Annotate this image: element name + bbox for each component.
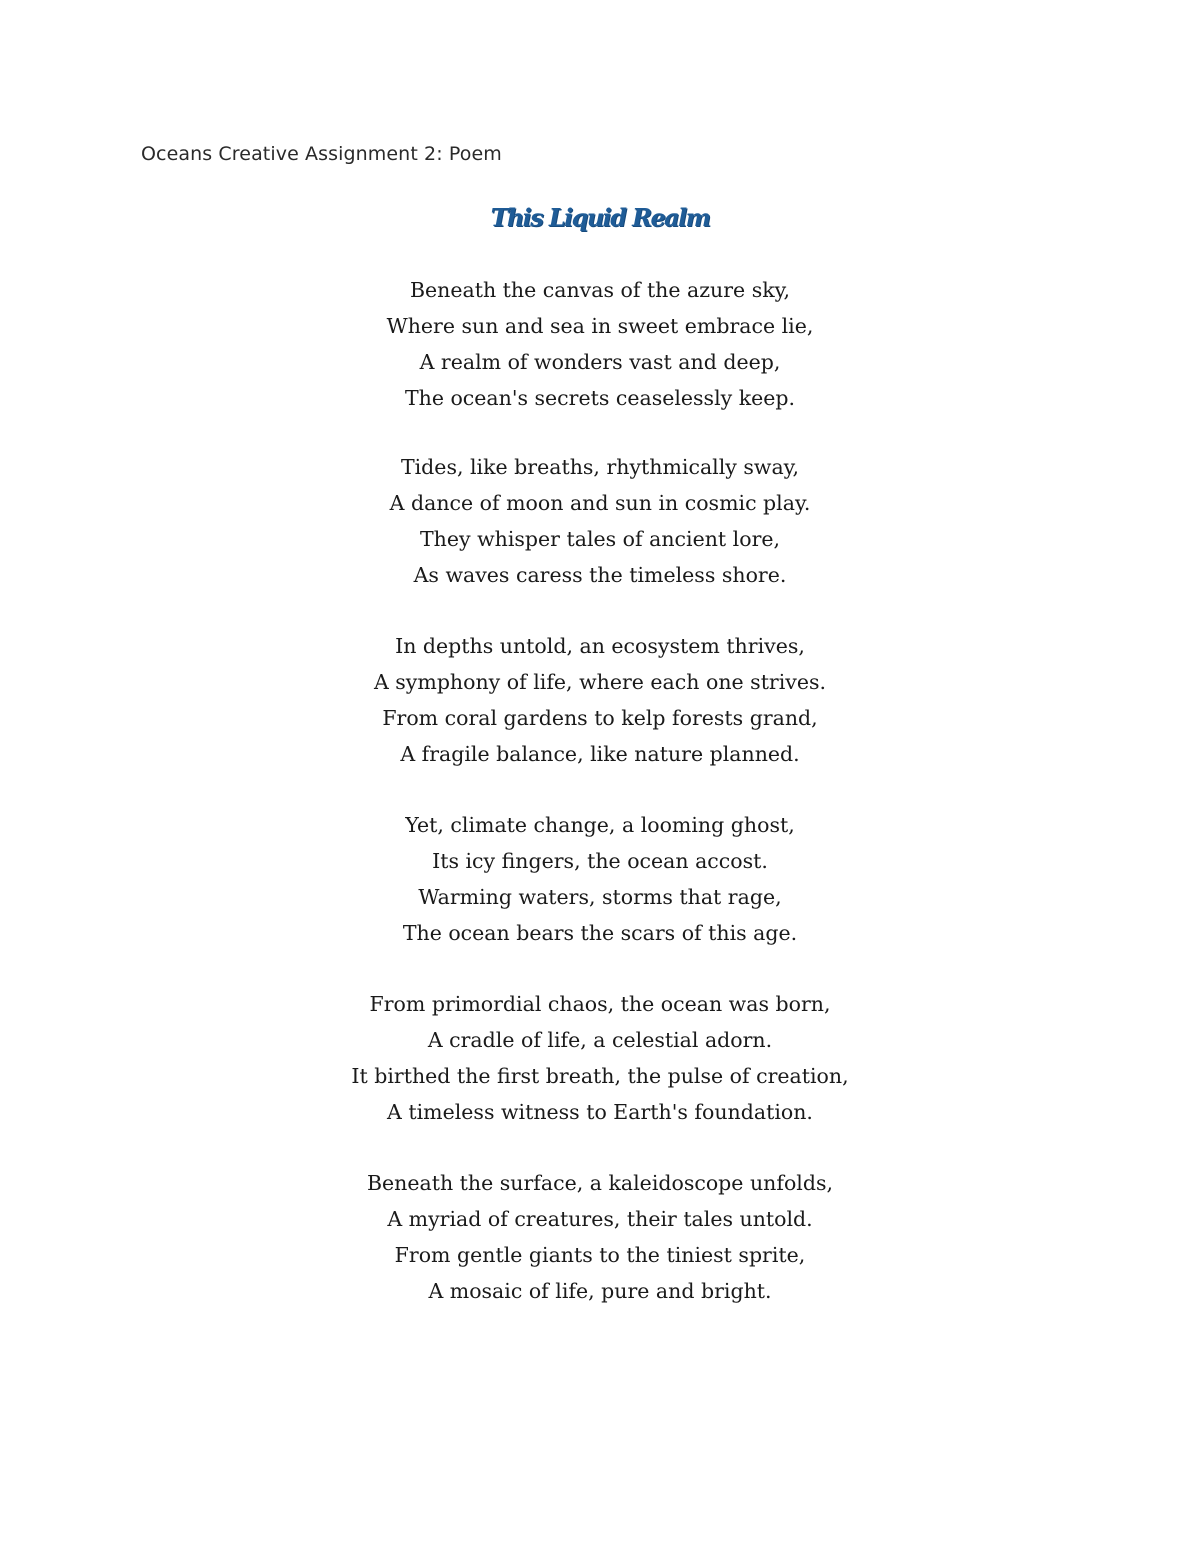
stanza-1 (0, 272, 1200, 416)
poem-line: From primordial chaos, the ocean was born, (369, 992, 831, 1016)
poem-line: Where sun and sea in sweet embrace lie, (386, 314, 814, 338)
poem-line: A cradle of life, a celestial adorn. (427, 1028, 773, 1052)
poem-line: From gentle giants to the tiniest sprite, (394, 1243, 806, 1267)
poem-line: Yet, climate change, a looming ghost, (405, 813, 795, 837)
stanza-5 (0, 986, 1200, 1130)
poem-line: Its icy fingers, the ocean accost. (432, 849, 768, 873)
poem-line: Beneath the canvas of the azure sky, (409, 278, 791, 302)
poem-line: A dance of moon and sun in cosmic play. (389, 491, 811, 515)
poem-line: As waves caress the timeless shore. (413, 563, 787, 587)
poem-line: A myriad of creatures, their tales untold. (387, 1207, 813, 1231)
stanza-2 (0, 449, 1200, 593)
poem-title: This Liquid Realm (490, 203, 710, 232)
poem-line: A mosaic of life, pure and bright. (428, 1279, 772, 1303)
poem-line: It birthed the first breath, the pulse of creation, (351, 1064, 849, 1088)
poem-body (0, 272, 1200, 1309)
stanza-4 (0, 807, 1200, 951)
poem-line: A symphony of life, where each one strives. (373, 670, 827, 694)
poem-line: Beneath the surface, a kaleidoscope unfolds, (366, 1171, 834, 1195)
poem-line: A timeless witness to Earth's foundation. (387, 1100, 813, 1124)
assignment-heading: Oceans Creative Assignment 2: Poem (141, 143, 502, 165)
poem-line: A realm of wonders vast and deep, (419, 350, 781, 374)
poem-line: In depths untold, an ecosystem thrives, (395, 634, 805, 658)
poem-line: The ocean's secrets ceaselessly keep. (404, 386, 796, 410)
poem-line: From coral gardens to kelp forests grand, (382, 706, 818, 730)
poem-line: They whisper tales of ancient lore, (419, 527, 781, 551)
poem-line: Warming waters, storms that rage, (418, 885, 782, 909)
stanza-3 (0, 628, 1200, 772)
poem-line: The ocean bears the scars of this age. (402, 921, 798, 945)
stanza-6 (0, 1165, 1200, 1309)
poem-line: Tides, like breaths, rhythmically sway, (400, 455, 800, 479)
poem-line: A fragile balance, like nature planned. (400, 742, 800, 766)
